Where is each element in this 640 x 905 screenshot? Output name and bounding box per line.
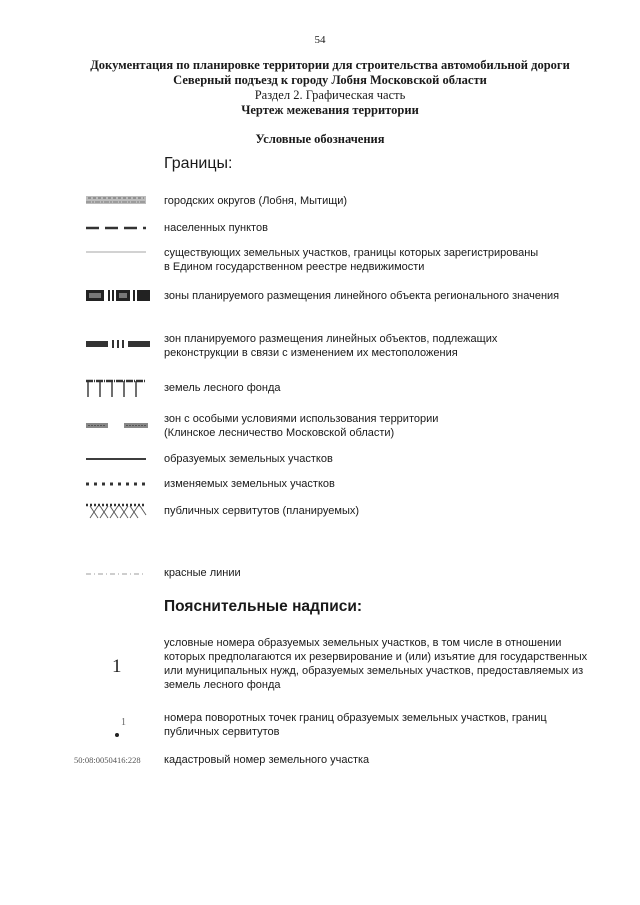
legend-label: существующих земельных участков, границы которых зарегистрированы [164,247,539,259]
boundaries-heading: Границы: [164,155,233,172]
page-number: 54 [314,34,326,46]
red-line-symbol [86,566,146,580]
notes-heading: Пояснительные надписи: [164,598,363,615]
plot-number-symbol: 1 [112,656,122,677]
reconstruction-zone-symbol [86,338,150,352]
public-easement-boundary-symbol [86,502,146,520]
city-district-boundary-symbol [86,194,146,208]
note-label: или муниципальных нужд, образуемых земельных участков, предоставляемых из [164,665,584,677]
legend-label: населенных пунктов [164,222,268,234]
legend-label: изменяемых земельных участков [164,478,335,490]
cadastral-number-symbol: 50:08:0050416:228 [74,755,141,765]
note-label: кадастровый номер земельного участка [164,754,370,766]
legend-label: красные линии [164,567,241,579]
legend-label: земель лесного фонда [164,382,281,394]
formed-plot-boundary-symbol [86,452,146,466]
legend-label: образуемых земельных участков [164,453,333,465]
legend-label: городских округов (Лобня, Мытищи) [164,195,348,207]
legend-title: Условные обозначения [255,132,385,146]
legend-label: зон с особыми условиями использования территории [164,413,439,425]
note-label: условные номера образуемых земельных участков, в том числе в отношении [164,637,562,649]
document-header [40,58,620,118]
note-label: земель лесного фонда [164,679,281,691]
regional-linear-object-zone-symbol [86,289,150,303]
note-label: публичных сервитутов [164,726,280,738]
legend-label: зоны планируемого размещения линейного объекта регионального значения [164,290,560,302]
legend-label: в Едином государственном реестре недвижимости [164,261,425,273]
header-line-1: Документация по планировке территории для строительства автомобильной дороги [90,58,570,72]
turning-point-dot-icon [114,732,120,738]
legend-label: публичных сервитутов (планируемых) [164,505,360,517]
modified-plot-boundary-symbol [86,477,146,491]
legend-label: реконструкции в связи с изменением их местоположения [164,347,458,359]
existing-plot-boundary-symbol [86,246,146,260]
note-label: которых предполагаются их резервирование и (или) изъятие для государственных [164,651,588,663]
header-line-2: Северный подъезд к городу Лобня Московской области [173,73,487,87]
forest-fund-boundary-symbol [86,378,146,398]
legend-label: (Клинское лесничество Московской области) [164,427,395,439]
legend-label: зон планируемого размещения линейных объектов, подлежащих [164,333,498,345]
note-label: номера поворотных точек границ образуемых земельных участков, границ [164,712,547,724]
special-conditions-zone-symbol [86,419,150,433]
settlement-boundary-symbol [86,221,146,235]
header-line-4: Чертеж межевания территории [241,103,419,117]
turning-point-number-symbol: 1 [121,717,126,728]
header-line-3: Раздел 2. Графическая часть [254,88,406,102]
